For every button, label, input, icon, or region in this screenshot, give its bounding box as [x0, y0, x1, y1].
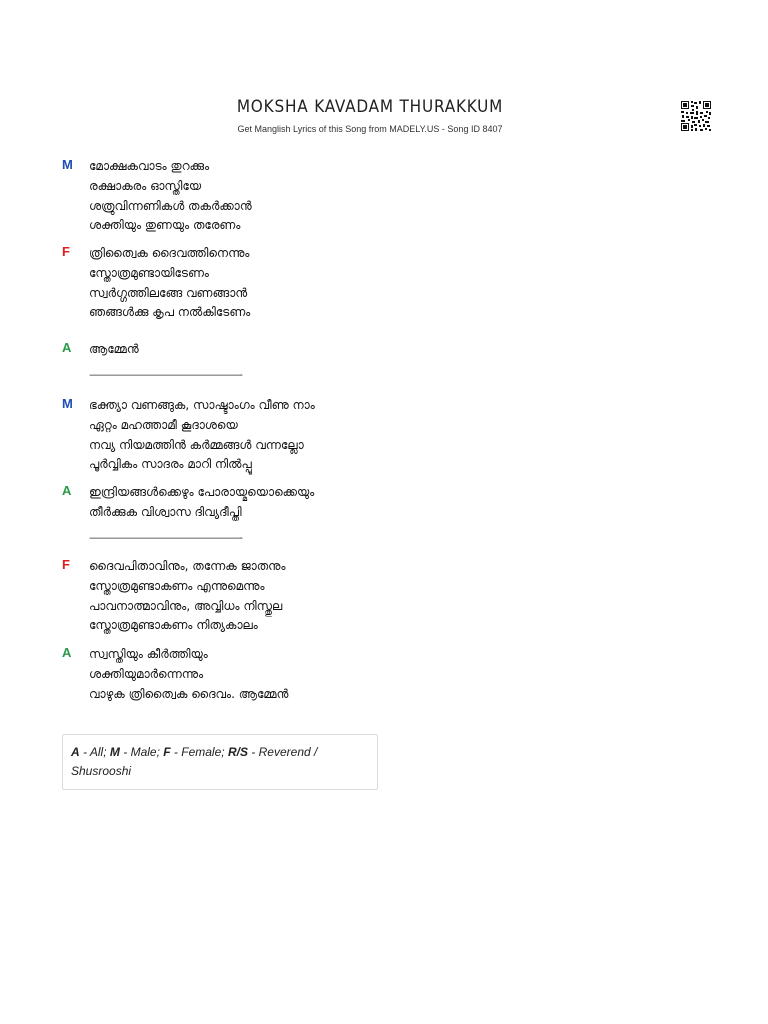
stanza-marker: F	[62, 557, 70, 572]
lyric-line: സ്വർഗ്ഗത്തിലങ്ങേ വണങ്ങാൻ	[89, 285, 248, 300]
role-legend	[62, 734, 378, 790]
legend-key-reverend: R/S	[227, 745, 248, 759]
lyric-line: ശത്രുവിന്നണികൾ തകർക്കാൻ	[89, 198, 252, 213]
lyric-line: വാഴുക ത്രിത്വൈക ദൈവം. ആമ്മേൻ	[89, 686, 289, 701]
legend-text-all: - All;	[79, 745, 110, 759]
legend-text-female: - Female;	[170, 745, 228, 759]
lyric-line: പൂർവ്വികം സാദരം മാറി നിൽപ്പൂ	[89, 457, 252, 472]
lyric-line: ദൈവപിതാവിനും, തന്നേക ജാതനും	[89, 559, 286, 573]
lyric-line: മോക്ഷകവാടം തുറക്കും	[89, 159, 210, 173]
lyric-line: ഏറ്റം മഹത്താമീ കൂദാശയെ	[89, 417, 238, 432]
legend-key-female: F	[163, 745, 171, 759]
lyric-line: ആമ്മേൻ	[89, 342, 139, 356]
lyric-line: തീർക്കുക വിശ്വാസ ദിവ്യദീപ്തി	[89, 504, 242, 519]
lyric-line: ഞങ്ങൾക്കു കൃപ നൽകിടേണം	[89, 305, 251, 320]
lyric-line: ഭക്ത്യാ വണങ്ങുക, സാഷ്ടാംഗം വീണു നാം	[89, 398, 315, 412]
section-divider: ———————————————-	[89, 368, 242, 381]
lyric-line: സ്തോത്രമുണ്ടാകണം നിത്യകാലം	[89, 618, 258, 633]
lyric-line: സ്വസ്തിയും കീർത്തിയും	[89, 647, 208, 661]
legend-key-all: A	[71, 745, 80, 759]
stanza-marker: A	[62, 645, 72, 660]
lyric-line: സ്തോത്രമുണ്ടായിടേണം	[89, 265, 209, 280]
lyric-line: ശക്തിയുമാർന്നെന്നും	[89, 666, 204, 681]
section-divider: ———————————————-	[89, 531, 242, 544]
stanza-marker: M	[62, 157, 73, 172]
song-title: MOKSHA KAVADAM THURAKKUM	[236, 97, 504, 117]
lyric-line: ത്രിത്വൈക ദൈവത്തിനെന്നും	[89, 246, 250, 260]
lyric-line: പാവനാത്മാവിനും, അവ്വിധം നിസ്തുല	[89, 598, 283, 613]
legend-text-male: - Male;	[119, 745, 164, 759]
lyric-line: സ്തോത്രമുണ്ടാകണം എന്നുമെന്നും	[89, 578, 265, 593]
legend-text-reverend: - Reverend / Shusrooshi	[71, 745, 318, 778]
qr-code-icon[interactable]	[680, 100, 712, 132]
lyric-line: രക്ഷാകരം ഓസ്തിയേ	[89, 178, 202, 193]
stanza-marker: M	[62, 396, 73, 411]
stanza-marker: A	[62, 483, 72, 498]
stanza-marker: A	[62, 340, 72, 355]
lyric-line: നവ്യ നിയമത്തിൻ കർമ്മങ്ങൾ വന്നല്ലോ	[89, 437, 304, 452]
lyric-line: ഇന്ദ്രിയങ്ങൾക്കെഴും പോരായ്മയൊക്കെയും	[89, 485, 315, 499]
lyric-line: ശക്തിയും തുണയും തരേണം	[89, 218, 241, 233]
legend-key-male: M	[109, 745, 120, 759]
song-subtitle: Get Manglish Lyrics of this Song from MADELY.US - Song ID 8407	[237, 124, 503, 134]
stanza-marker: F	[62, 244, 70, 259]
